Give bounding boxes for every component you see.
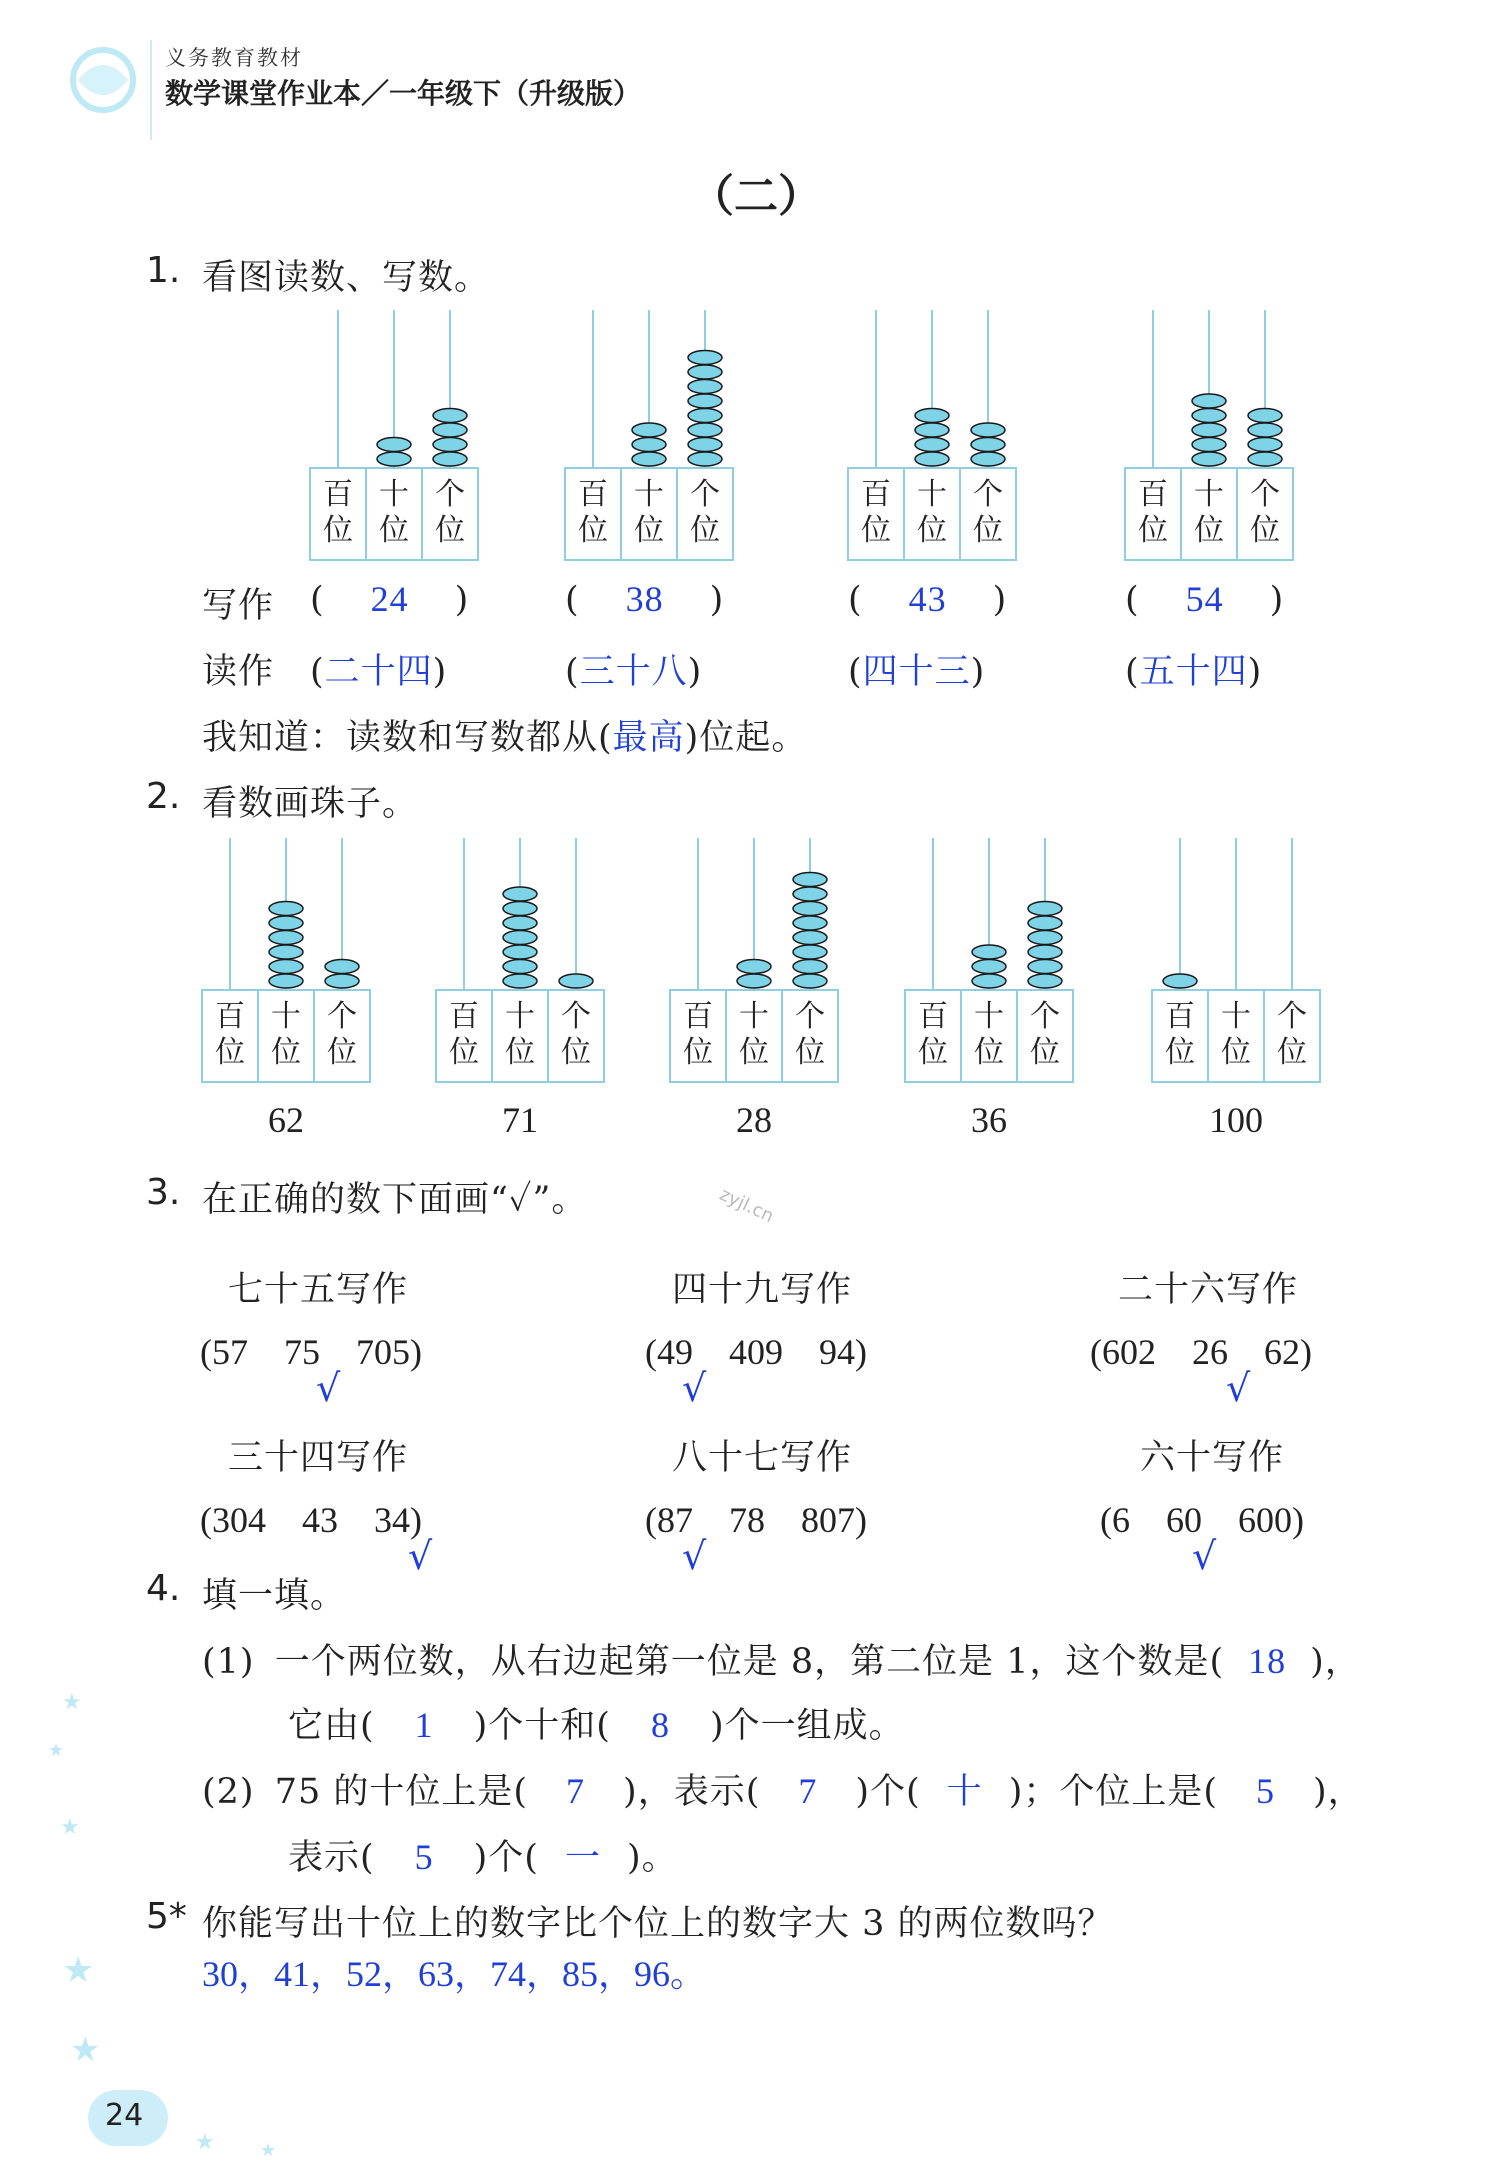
q2-abacus-0	[202, 838, 370, 1082]
place-label: 位	[327, 1035, 357, 1070]
place-label: 百	[1138, 477, 1168, 512]
q3-number: 3.	[146, 1172, 181, 1213]
q4-part1-line2	[288, 1698, 905, 1748]
page-number: 24	[105, 2098, 144, 2133]
place-label: 百	[861, 477, 891, 512]
star-icon: ★	[48, 1740, 65, 1761]
abacus-bead	[1192, 394, 1226, 408]
read-value: 三十八	[579, 652, 688, 692]
place-label: 个	[1277, 999, 1307, 1034]
q4-p1-l2c: )个一组成。	[709, 1706, 905, 1746]
abacus-bead	[433, 409, 467, 423]
abacus-bead	[377, 452, 411, 466]
header-divider	[150, 40, 152, 140]
place-label: 百	[449, 999, 479, 1034]
place-label: 位	[690, 513, 720, 548]
abacus-bead	[688, 380, 722, 394]
star-icon: ★	[60, 1815, 80, 1840]
written-value: 24	[370, 579, 409, 619]
place-label: 百	[578, 477, 608, 512]
abacus-bead	[793, 974, 827, 988]
q3-item-options: (6 60 600)	[1100, 1500, 1304, 1540]
read-value: 二十四	[324, 652, 433, 692]
place-label: 位	[505, 1035, 535, 1070]
check-mark-icon: √	[1226, 1366, 1251, 1410]
abacus-bead	[915, 423, 949, 437]
read-value: 四十三	[862, 652, 971, 692]
q4-p1-answer-tens: 1	[414, 1705, 434, 1745]
q2-number-label: 36	[971, 1100, 1007, 1140]
q3-item-options: (49 409 94)	[645, 1332, 867, 1372]
place-label: 位	[578, 513, 608, 548]
q3-item-prompt: 七十五写作	[228, 1270, 409, 1310]
q1-read-label: 读作	[202, 652, 275, 692]
place-label: 位	[561, 1035, 591, 1070]
abacus-bead	[433, 452, 467, 466]
place-label: 位	[1030, 1035, 1060, 1070]
q1-know-suffix: )位起。	[684, 718, 808, 758]
abacus-bead	[503, 931, 537, 945]
abacus-bead	[972, 945, 1006, 959]
q5-prompt: 你能写出十位上的数字比个位上的数字大 3 的两位数吗？	[202, 1904, 1114, 1944]
place-label: 位	[449, 1035, 479, 1070]
place-label: 十	[505, 999, 535, 1034]
header-book-title: 数学课堂作业本／一年级下（升级版）	[165, 77, 642, 110]
place-label: 十	[379, 477, 409, 512]
place-label: 十	[974, 999, 1004, 1034]
place-label: 个	[690, 477, 720, 512]
abacus-bead	[915, 452, 949, 466]
abacus-bead	[972, 960, 1006, 974]
q4-p2-c: )个(	[855, 1772, 921, 1812]
place-label: 百	[1165, 999, 1195, 1034]
q2-number: 2.	[146, 776, 181, 817]
abacus-bead	[632, 423, 666, 437]
place-label: 个	[435, 477, 465, 512]
q4-number: 4.	[146, 1568, 181, 1609]
abacus-bead	[737, 960, 771, 974]
abacus-bead	[793, 931, 827, 945]
q4-p2-answer-2: 7	[798, 1771, 818, 1811]
place-label: 十	[1194, 477, 1224, 512]
abacus-bead	[793, 960, 827, 974]
abacus-bead	[1192, 438, 1226, 452]
q1-written-answer-2: ( 43 )	[848, 579, 1008, 620]
abacus-bead	[503, 916, 537, 930]
place-label: 位	[861, 513, 891, 548]
q1-write-label: 写作	[202, 586, 275, 626]
q3-item-prompt: 二十六写作	[1118, 1270, 1299, 1310]
q1-know-answer: 最高	[612, 718, 685, 758]
q4-p2-a: 75 的十位上是(	[274, 1772, 529, 1812]
q4-p1-text: 一个两位数，从右边起第一位是 8，第二位是 1，这个数是(	[274, 1642, 1225, 1682]
q3-watermark: zyjl.cn	[716, 1183, 777, 1228]
q4-p1-answer-number: 18	[1248, 1641, 1287, 1681]
header-logo	[58, 40, 148, 120]
abacus-bead	[632, 452, 666, 466]
q2-abacus-2	[670, 838, 838, 1082]
place-label: 位	[1138, 513, 1168, 548]
place-label: 个	[561, 999, 591, 1034]
q2-abacus-1	[436, 838, 604, 1082]
abacus-bead	[269, 916, 303, 930]
q3-item-prompt: 八十七写作	[672, 1438, 853, 1478]
abacus-bead	[503, 974, 537, 988]
abacus-bead	[1028, 960, 1062, 974]
place-label: 位	[215, 1035, 245, 1070]
abacus-bead	[1028, 902, 1062, 916]
abacus-bead	[1192, 409, 1226, 423]
place-label: 位	[379, 513, 409, 548]
place-label: 十	[739, 999, 769, 1034]
place-label: 十	[1221, 999, 1251, 1034]
q1-written-answer-1: ( 38 )	[565, 579, 725, 620]
abacus-bead	[737, 974, 771, 988]
place-label: 百	[215, 999, 245, 1034]
q4-p2-label: (2)	[202, 1772, 255, 1812]
section-title: （二）	[690, 171, 822, 222]
q1-read-answer-3: (五十四)	[1125, 652, 1263, 692]
abacus-bead	[1028, 916, 1062, 930]
place-label: 位	[917, 513, 947, 548]
q3-item-prompt: 六十写作	[1140, 1438, 1285, 1478]
place-label: 个	[795, 999, 825, 1034]
q4-p2-f: 表示(	[288, 1838, 375, 1878]
q4-p1-label: (1)	[202, 1642, 255, 1682]
abacus-bead	[632, 438, 666, 452]
abacus-bead	[915, 409, 949, 423]
abacus-bead	[433, 423, 467, 437]
abacus-bead	[269, 931, 303, 945]
q1-number: 1.	[146, 250, 181, 291]
abacus-bead	[971, 452, 1005, 466]
place-label: 百	[323, 477, 353, 512]
abacus-bead	[269, 945, 303, 959]
q1-abacus-group	[290, 300, 1350, 570]
abacus-bead	[1028, 945, 1062, 959]
place-label: 十	[634, 477, 664, 512]
abacus-bead	[688, 365, 722, 379]
abacus-bead	[1248, 438, 1282, 452]
abacus-bead	[688, 409, 722, 423]
q3-item-prompt: 三十四写作	[228, 1438, 409, 1478]
place-label: 百	[918, 999, 948, 1034]
abacus-bead	[915, 438, 949, 452]
abacus-bead	[503, 960, 537, 974]
abacus-bead	[688, 438, 722, 452]
abacus-bead	[559, 974, 593, 988]
q4-p2-answer-3: 十	[946, 1772, 983, 1812]
star-icon: ★	[260, 2140, 277, 2161]
place-label: 位	[973, 513, 1003, 548]
place-label: 个	[1030, 999, 1060, 1034]
q4-part2-line1	[202, 1764, 1364, 1814]
q2-number-label: 100	[1209, 1100, 1263, 1140]
place-label: 位	[271, 1035, 301, 1070]
abacus-bead	[971, 438, 1005, 452]
place-label: 位	[974, 1035, 1004, 1070]
abacus-bead	[1028, 974, 1062, 988]
q4-p2-d: )；个位上是(	[1008, 1772, 1218, 1812]
abacus-bead	[503, 887, 537, 901]
abacus-bead	[1248, 423, 1282, 437]
swirl-logo-icon	[58, 40, 148, 120]
abacus-bead	[1248, 452, 1282, 466]
q4-p1-end: )，	[1310, 1642, 1361, 1682]
abacus-bead	[269, 974, 303, 988]
abacus-bead	[1192, 423, 1226, 437]
abacus-bead	[503, 945, 537, 959]
place-label: 位	[739, 1035, 769, 1070]
place-label: 个	[1250, 477, 1280, 512]
abacus-bead	[269, 902, 303, 916]
q1-abacus-3	[1125, 310, 1293, 560]
check-mark-icon: √	[408, 1534, 433, 1578]
place-label: 位	[323, 513, 353, 548]
place-label: 位	[683, 1035, 713, 1070]
place-label: 位	[1250, 513, 1280, 548]
written-value: 38	[625, 579, 664, 619]
abacus-bead	[269, 960, 303, 974]
q1-read-answer-2: (四十三)	[848, 652, 986, 692]
abacus-bead	[793, 887, 827, 901]
abacus-bead	[688, 452, 722, 466]
q4-p2-b: )，表示(	[623, 1772, 761, 1812]
abacus-bead	[1163, 974, 1197, 988]
star-icon: ★	[62, 1690, 82, 1715]
abacus-bead	[971, 423, 1005, 437]
abacus-bead	[1248, 409, 1282, 423]
abacus-bead	[325, 960, 359, 974]
abacus-bead	[377, 438, 411, 452]
q4-p1-answer-ones: 8	[650, 1705, 670, 1745]
check-mark-icon: √	[1192, 1534, 1217, 1578]
q2-abacus-group	[190, 830, 1340, 1160]
q3-prompt: 在正确的数下面画“✓”。	[202, 1180, 588, 1220]
q2-number-label: 71	[502, 1100, 538, 1140]
q4-p2-answer-6: 一	[564, 1838, 601, 1878]
q1-abacus-1	[565, 310, 733, 560]
star-icon: ★	[195, 2130, 215, 2155]
written-value: 43	[908, 579, 947, 619]
written-value: 54	[1185, 579, 1224, 619]
place-label: 位	[1277, 1035, 1307, 1070]
q4-p2-g: )个(	[473, 1838, 539, 1878]
check-mark-icon: √	[316, 1366, 341, 1410]
q2-abacus-3	[905, 838, 1073, 1082]
q4-p2-e: )，	[1313, 1772, 1364, 1812]
read-value: 五十四	[1139, 652, 1248, 692]
abacus-bead	[972, 974, 1006, 988]
q1-abacus-0	[310, 310, 478, 560]
abacus-bead	[793, 916, 827, 930]
q4-prompt: 填一填。	[202, 1576, 347, 1616]
q3-item-options: (87 78 807)	[645, 1500, 867, 1540]
q4-p2-answer-4: 5	[1256, 1771, 1275, 1811]
q5-number: 5*	[146, 1896, 187, 1937]
place-label: 位	[435, 513, 465, 548]
place-label: 个	[973, 477, 1003, 512]
q3-item-options: (602 26 62)	[1090, 1332, 1312, 1372]
place-label: 位	[1194, 513, 1224, 548]
abacus-bead	[433, 438, 467, 452]
abacus-bead	[688, 394, 722, 408]
place-label: 位	[1221, 1035, 1251, 1070]
place-label: 位	[918, 1035, 948, 1070]
q4-p2-h: )。	[626, 1838, 678, 1878]
abacus-bead	[793, 873, 827, 887]
q1-written-answer-0: ( 24 )	[310, 579, 470, 620]
q1-know-prefix: 我知道：读数和写数都从(	[202, 718, 613, 758]
place-label: 位	[1165, 1035, 1195, 1070]
q1-prompt: 看图读数、写数。	[202, 258, 491, 298]
abacus-bead	[688, 423, 722, 437]
q1-read-answer-1: (三十八)	[565, 652, 703, 692]
abacus-bead	[503, 902, 537, 916]
place-label: 十	[917, 477, 947, 512]
q3-item-options: (304 43 34)	[200, 1500, 422, 1540]
q2-prompt: 看数画珠子。	[202, 784, 419, 824]
place-label: 十	[271, 999, 301, 1034]
q3-item-prompt: 四十九写作	[672, 1270, 853, 1310]
abacus-bead	[793, 945, 827, 959]
abacus-bead	[1192, 452, 1226, 466]
q1-abacus-2	[848, 310, 1016, 560]
q4-part2-line2	[288, 1830, 678, 1880]
q4-p1-l2a: 它由(	[288, 1706, 375, 1746]
q1-read-answer-0: (二十四)	[310, 652, 448, 692]
check-mark-icon: √	[682, 1534, 707, 1578]
place-label: 百	[683, 999, 713, 1034]
star-icon: ★	[62, 1950, 95, 1991]
place-label: 位	[634, 513, 664, 548]
abacus-bead	[793, 902, 827, 916]
place-label: 个	[327, 999, 357, 1034]
q2-number-label: 62	[268, 1100, 304, 1140]
q2-number-label: 28	[736, 1100, 772, 1140]
check-mark-icon: √	[682, 1366, 707, 1410]
q5-answer: 30，41，52，63，74，85，96。	[202, 1954, 707, 1994]
q3-item-options: (57 75 705)	[200, 1332, 422, 1372]
q1-know-line	[202, 710, 807, 760]
place-label: 位	[795, 1035, 825, 1070]
star-icon: ★	[70, 2030, 101, 2070]
header-series: 义务教育教材	[165, 46, 303, 70]
abacus-bead	[1028, 931, 1062, 945]
q4-p1-l2b: )个十和(	[473, 1706, 611, 1746]
q4-p2-answer-1: 7	[566, 1771, 586, 1811]
abacus-bead	[688, 351, 722, 365]
q4-part1-line1	[202, 1634, 1361, 1684]
q4-p2-answer-5: 5	[414, 1837, 434, 1877]
abacus-bead	[325, 974, 359, 988]
q1-written-answer-3: ( 54 )	[1125, 579, 1285, 620]
q2-abacus-4	[1152, 838, 1320, 1082]
